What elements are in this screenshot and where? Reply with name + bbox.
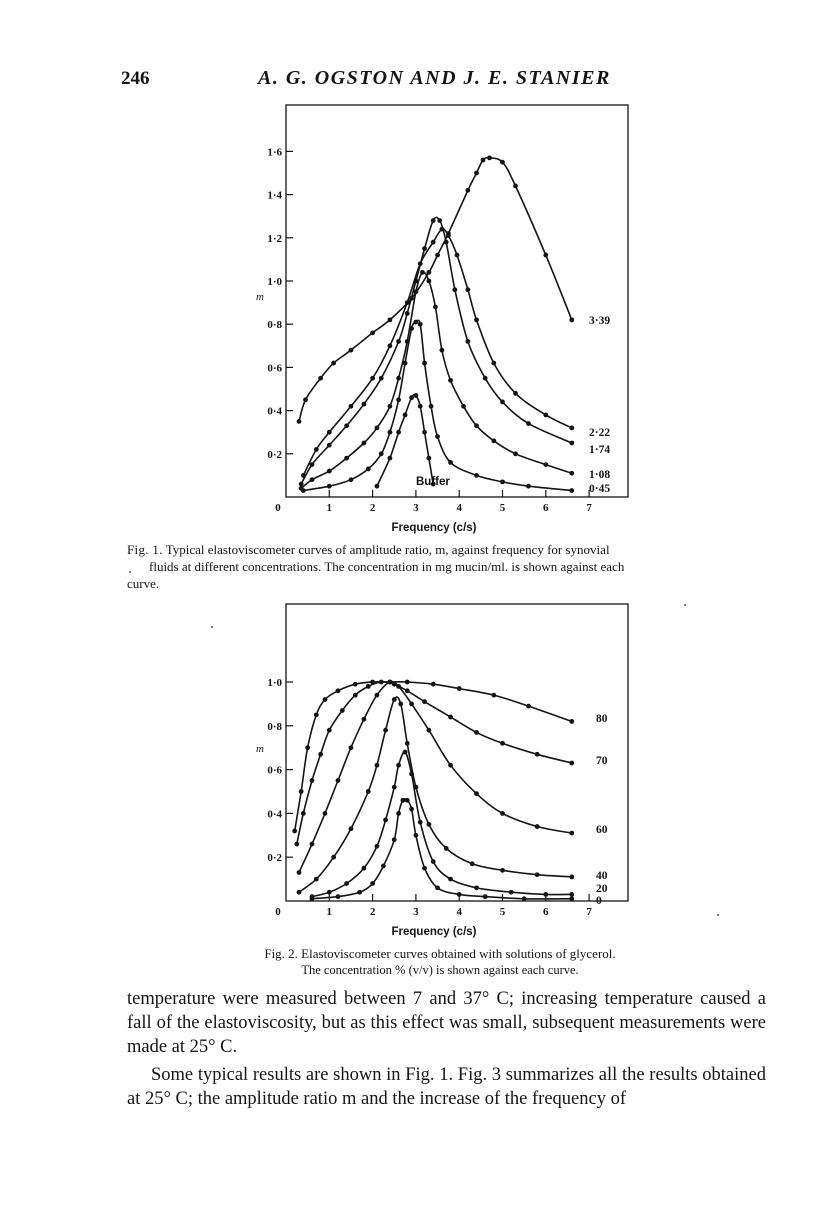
data-point — [569, 761, 574, 766]
y-tick-label: 1·2 — [267, 232, 282, 245]
data-point — [299, 789, 304, 794]
data-point — [340, 708, 345, 713]
data-point — [522, 896, 527, 901]
x-tick-label: 6 — [543, 906, 549, 918]
x-tick-label: 3 — [413, 502, 419, 514]
series-label: 0 — [596, 895, 602, 907]
x-tick-label: 7 — [586, 906, 592, 918]
y-tick-label: 0·2 — [267, 852, 282, 865]
x-tick-label: 4 — [456, 906, 462, 918]
x-tick-label: 4 — [456, 502, 462, 514]
data-point — [470, 861, 475, 866]
data-point — [310, 778, 315, 783]
data-point — [314, 877, 319, 882]
data-point — [327, 890, 332, 895]
stray-mark — [211, 626, 213, 628]
y-tick-label: 1·0 — [267, 276, 282, 288]
data-point — [409, 807, 414, 812]
data-point — [323, 697, 328, 702]
data-point — [535, 824, 540, 829]
x-tick-label: 7 — [586, 502, 592, 514]
x-tick-label: 3 — [413, 906, 419, 918]
series-label: 1·74 — [589, 444, 611, 456]
data-point — [405, 680, 410, 685]
data-point — [375, 844, 380, 849]
data-point — [526, 704, 531, 709]
series-label: Buffer — [416, 476, 450, 488]
data-point — [444, 846, 449, 851]
series-label: 60 — [596, 824, 608, 836]
data-point — [381, 864, 386, 869]
page-number: 246 — [121, 68, 150, 89]
data-point — [375, 693, 380, 698]
figure-1-caption-lead: Fig. 1. — [127, 542, 163, 557]
data-point — [448, 763, 453, 768]
data-point — [305, 745, 310, 750]
data-point — [569, 892, 574, 897]
data-point — [314, 712, 319, 717]
data-point — [357, 890, 362, 895]
figure-2-caption — [190, 945, 690, 979]
x-tick-label: 6 — [543, 502, 549, 514]
y-axis-label: m — [256, 743, 264, 755]
y-tick-label: 0·4 — [267, 405, 282, 418]
data-point — [370, 881, 375, 886]
x-tick-label: 5 — [499, 502, 506, 514]
data-point — [398, 702, 403, 707]
y-tick-label: 1·6 — [267, 146, 282, 159]
figure-1-caption-line1: Typical elastoviscometer curves of amplitude ratio, m, against frequency for synovial — [165, 542, 610, 557]
data-point — [535, 752, 540, 757]
y-tick-label: 0·8 — [267, 720, 282, 733]
series-label: 2·22 — [589, 427, 611, 439]
data-point — [474, 885, 479, 890]
data-point — [292, 829, 297, 834]
data-point — [431, 682, 436, 687]
data-point — [500, 741, 505, 746]
data-point — [349, 745, 354, 750]
running-title: A. G. OGSTON AND J. E. STANIER — [258, 67, 611, 89]
figure-2-caption-line1: Fig. 2. Elastoviscometer curves obtained with solutions of glycerol. — [264, 946, 616, 961]
series-line — [312, 799, 572, 899]
data-point — [327, 728, 332, 733]
data-point — [500, 811, 505, 816]
data-point — [431, 859, 436, 864]
data-point — [569, 831, 574, 836]
y-tick-label: 0·2 — [267, 448, 282, 461]
data-point — [323, 811, 328, 816]
y-tick-label: 1·4 — [267, 189, 282, 202]
data-point — [396, 684, 401, 689]
data-point — [426, 728, 431, 733]
data-point — [396, 763, 401, 768]
x-tick-label: 2 — [369, 502, 376, 514]
data-point — [331, 855, 336, 860]
data-point — [535, 872, 540, 877]
x-tick-label: 1 — [326, 906, 333, 918]
data-point — [569, 896, 574, 901]
stray-mark — [684, 604, 686, 606]
data-point — [396, 811, 401, 816]
data-point — [457, 686, 462, 691]
series-label: 20 — [596, 883, 608, 895]
data-point — [297, 890, 302, 895]
series-label: 3·39 — [589, 315, 611, 327]
data-point — [483, 894, 488, 899]
data-point — [405, 798, 410, 803]
data-point — [366, 789, 371, 794]
data-point — [409, 702, 414, 707]
data-point — [362, 866, 367, 871]
figure-1-caption-line3: curve. — [127, 576, 160, 591]
data-point — [301, 811, 306, 816]
figure-2-caption-line2: The concentration % (v/v) is shown against each curve. — [301, 963, 579, 977]
x-tick-label: 1 — [326, 502, 333, 514]
data-point — [422, 866, 427, 871]
data-point — [569, 719, 574, 724]
data-point — [500, 868, 505, 873]
series-line — [299, 697, 572, 892]
data-point — [336, 894, 341, 899]
data-point — [422, 699, 427, 704]
data-point — [457, 892, 462, 897]
data-point — [474, 730, 479, 735]
data-point — [388, 680, 393, 685]
x-tick-label: 0 — [275, 502, 281, 514]
data-point — [318, 752, 323, 757]
y-axis-label: m — [256, 291, 264, 303]
y-tick-label: 0·4 — [267, 808, 282, 821]
x-axis-label: Frequency (c/s) — [391, 926, 477, 938]
data-point — [310, 842, 315, 847]
data-point — [392, 697, 397, 702]
data-point — [336, 688, 341, 693]
data-point — [344, 881, 349, 886]
data-point — [409, 772, 414, 777]
data-point — [448, 715, 453, 720]
data-point — [375, 763, 380, 768]
data-point — [294, 842, 299, 847]
data-point — [392, 785, 397, 790]
data-point — [405, 741, 410, 746]
data-point — [353, 682, 358, 687]
data-point — [366, 684, 371, 689]
data-point — [426, 822, 431, 827]
stray-mark — [717, 914, 719, 916]
body-text — [127, 987, 766, 1111]
data-point — [353, 693, 358, 698]
data-point — [403, 750, 408, 755]
data-point — [509, 890, 514, 895]
y-tick-label: 0·6 — [267, 362, 282, 375]
data-point — [349, 826, 354, 831]
data-point — [336, 778, 341, 783]
data-point — [401, 798, 406, 803]
paragraph-2: Some typical results are shown in Fig. 1. Fig. 3 summarizes all the results obtained at 25° C; the amplitude ratio m and the increase of the frequency of — [127, 1065, 766, 1109]
series-label: 1·08 — [589, 469, 611, 481]
data-point — [297, 870, 302, 875]
data-point — [448, 877, 453, 882]
stray-mark — [129, 571, 131, 573]
series-label: 0·45 — [589, 483, 611, 495]
data-point — [491, 693, 496, 698]
data-point — [383, 728, 388, 733]
series-label: 40 — [596, 870, 608, 882]
data-point — [383, 818, 388, 823]
series-label: 80 — [596, 713, 608, 725]
data-point — [569, 875, 574, 880]
data-point — [543, 892, 548, 897]
figure-1-caption-line2: fluids at different concentrations. The concentration in mg mucin/ml. is shown against each — [149, 559, 625, 574]
data-point — [435, 885, 440, 890]
data-point — [474, 791, 479, 796]
x-axis-label: Frequency (c/s) — [391, 522, 477, 534]
data-point — [362, 717, 367, 722]
data-point — [414, 833, 419, 838]
y-tick-label: 0·6 — [267, 764, 282, 777]
series-line — [295, 682, 572, 831]
data-point — [379, 680, 384, 685]
data-point — [310, 896, 315, 901]
x-tick-label: 5 — [499, 906, 506, 918]
paragraph-1: temperature were measured between 7 and 37° C; increasing temperature caused a fall of the elastoviscosity, but as this effect was small, subsequent measurements were made at 25° C. — [127, 989, 766, 1057]
x-tick-label: 2 — [369, 906, 376, 918]
data-point — [405, 688, 410, 693]
x-tick-label: 0 — [275, 906, 281, 918]
series-label: 70 — [596, 755, 608, 767]
data-point — [392, 837, 397, 842]
data-point — [418, 820, 423, 825]
y-tick-label: 0·8 — [267, 319, 282, 332]
y-tick-label: 1·0 — [267, 677, 282, 689]
